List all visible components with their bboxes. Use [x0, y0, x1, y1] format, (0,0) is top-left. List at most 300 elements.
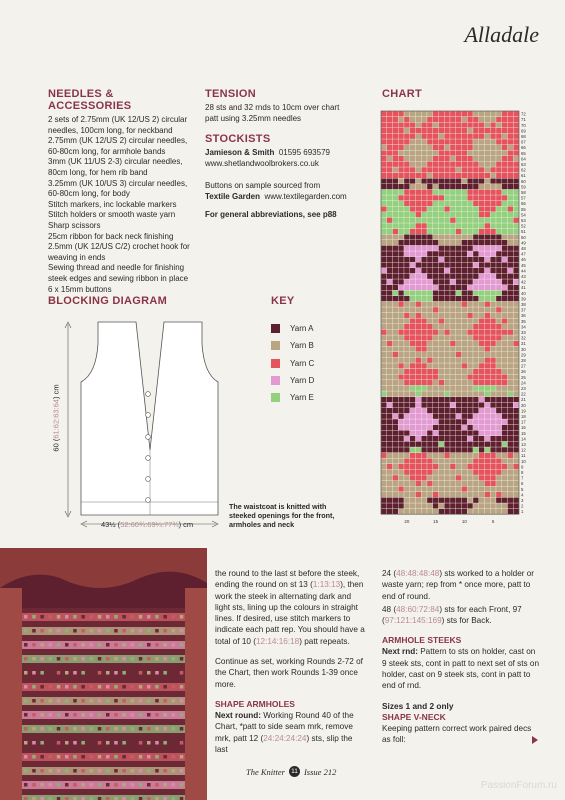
chart-cell: [456, 251, 462, 257]
chart-cell: [416, 324, 422, 330]
chart-cell: [381, 245, 387, 251]
chart-cell: [416, 341, 422, 347]
chart-cell: [427, 380, 433, 386]
chart-cell: [508, 268, 514, 274]
chart-cell: [393, 262, 399, 268]
chart-cell: [473, 251, 479, 257]
chart-cell: [496, 324, 502, 330]
chart-cell: [387, 156, 393, 162]
chart-cell: [496, 111, 502, 117]
chart-cell: [404, 128, 410, 134]
chart-cell: [496, 458, 502, 464]
chart-cell: [502, 475, 508, 481]
chart-cell: [398, 223, 404, 229]
chart-cell: [479, 245, 485, 251]
chart-cell: [404, 279, 410, 285]
chart-cell: [450, 441, 456, 447]
chart-cell: [485, 430, 491, 436]
chart-cell: [462, 402, 468, 408]
chart-cell: [462, 290, 468, 296]
chart-cell: [416, 268, 422, 274]
chart-cell: [404, 257, 410, 263]
chart-cell: [450, 240, 456, 246]
needle-item: 80cm long, for hem rib band: [48, 167, 148, 177]
chart-cell: [416, 139, 422, 145]
chart-cell: [502, 122, 508, 128]
chart-cell: [508, 111, 514, 117]
chart-cell: [462, 217, 468, 223]
chart-cell: [439, 251, 445, 257]
chart-cell: [439, 234, 445, 240]
chart-cell: [456, 273, 462, 279]
chart-cell: [490, 419, 496, 425]
chart-cell: [416, 240, 422, 246]
chart-cell: [398, 290, 404, 296]
chart-cell: [502, 458, 508, 464]
chart-cell: [439, 369, 445, 375]
chart-cell: [387, 279, 393, 285]
chart-cell: [381, 492, 387, 498]
chart-cell: [387, 497, 393, 503]
chart-cell: [479, 229, 485, 235]
chart-cell: [439, 245, 445, 251]
chart-cell: [398, 161, 404, 167]
chart-cell: [439, 380, 445, 386]
chart-cell: [456, 257, 462, 263]
chart-cell: [398, 464, 404, 470]
chart-cell: [404, 492, 410, 498]
chart-cell: [381, 111, 387, 117]
chart-cell: [421, 503, 427, 509]
chart-cell: [467, 150, 473, 156]
chart-cell: [444, 212, 450, 218]
chart-cell: [416, 195, 422, 201]
chart-cell: [513, 173, 519, 179]
chart-cell: [398, 240, 404, 246]
chart-cell: [393, 150, 399, 156]
chart-row-number: 56: [521, 201, 526, 207]
chart-cell: [485, 469, 491, 475]
chart-cell: [450, 385, 456, 391]
chart-cell: [416, 441, 422, 447]
chart-cell: [398, 156, 404, 162]
chart-cell: [456, 290, 462, 296]
chart-cell: [433, 469, 439, 475]
tension-line: 28 sts and 32 rnds to 10cm over chart: [205, 103, 340, 112]
chart-cell: [467, 206, 473, 212]
chart-cell: [393, 212, 399, 218]
chart-cell: [450, 229, 456, 235]
chart-cell: [421, 290, 427, 296]
chart-cell: [433, 464, 439, 470]
chart-cell: [467, 380, 473, 386]
chart-cell: [508, 184, 514, 190]
chart-cell: [381, 257, 387, 263]
chart-row-number: 43: [521, 274, 526, 279]
chart-cell: [513, 430, 519, 436]
chart-cell: [393, 296, 399, 302]
chart-cell: [496, 475, 502, 481]
chart-cell: [416, 285, 422, 291]
chart-row-number: 16: [521, 425, 526, 431]
chart-cell: [387, 324, 393, 330]
chart-cell: [513, 469, 519, 475]
chart-cell: [479, 464, 485, 470]
chart-cell: [479, 290, 485, 296]
chart-cell: [502, 453, 508, 459]
chart-cell: [393, 475, 399, 481]
chart-cell: [387, 346, 393, 352]
chart-cell: [421, 223, 427, 229]
chart-row-number: 34: [521, 324, 526, 330]
chart-cell: [410, 245, 416, 251]
chart-cell: [381, 313, 387, 319]
chart-cell: [450, 447, 456, 453]
chart-cell: [387, 195, 393, 201]
chart-cell: [485, 374, 491, 380]
chart-cell: [490, 447, 496, 453]
chart-cell: [410, 273, 416, 279]
chart-cell: [462, 167, 468, 173]
chart-cell: [387, 285, 393, 291]
chart-row-number: 63: [521, 162, 526, 167]
chart-cell: [508, 262, 514, 268]
chart-cell: [479, 262, 485, 268]
chart-cell: [479, 212, 485, 218]
chart-cell: [479, 469, 485, 475]
chart-cell: [398, 296, 404, 302]
chart-cell: [416, 229, 422, 235]
chart-cell: [456, 201, 462, 207]
chart-cell: [439, 486, 445, 492]
chart-cell: [473, 346, 479, 352]
chart-cell: [490, 145, 496, 151]
chart-cell: [490, 469, 496, 475]
chart-cell: [427, 313, 433, 319]
chart-row-number: 14: [521, 436, 526, 442]
chart-cell: [421, 324, 427, 330]
chart-cell: [496, 419, 502, 425]
chart-cell: [404, 408, 410, 414]
chart-cell: [416, 245, 422, 251]
chart-cell: [450, 234, 456, 240]
chart-cell: [416, 469, 422, 475]
chart-cell: [433, 341, 439, 347]
chart-cell: [467, 268, 473, 274]
chart-cell: [444, 363, 450, 369]
chart-cell: [513, 447, 519, 453]
chart-cell: [444, 458, 450, 464]
chart-cell: [416, 430, 422, 436]
chart-cell: [490, 273, 496, 279]
chart-cell: [444, 329, 450, 335]
chart-cell: [462, 184, 468, 190]
key-item: [271, 355, 314, 372]
chart-cell: [433, 178, 439, 184]
chart-cell: [404, 217, 410, 223]
chart-cell: [444, 257, 450, 263]
chart-cell: [439, 419, 445, 425]
chart-cell: [427, 290, 433, 296]
chart-cell: [381, 285, 387, 291]
chart-cell: [444, 167, 450, 173]
chart-cell: [479, 346, 485, 352]
chart-cell: [416, 167, 422, 173]
chart-cell: [393, 273, 399, 279]
chart-cell: [410, 430, 416, 436]
chart-cell: [439, 447, 445, 453]
chart-cell: [502, 262, 508, 268]
chart-cell: [513, 240, 519, 246]
chart-cell: [433, 441, 439, 447]
chart-cell: [490, 245, 496, 251]
chart-cell: [421, 245, 427, 251]
chart-cell: [479, 150, 485, 156]
chart-cell: [421, 346, 427, 352]
chart-cell: [439, 458, 445, 464]
chart-cell: [467, 229, 473, 235]
chart-cell: [508, 492, 514, 498]
chart-cell: [490, 458, 496, 464]
chart-cell: [450, 391, 456, 397]
chart-cell: [479, 296, 485, 302]
chart-cell: [439, 223, 445, 229]
chart-row-number: 54: [521, 212, 526, 218]
chart-cell: [496, 352, 502, 358]
chart-cell: [502, 329, 508, 335]
chart-cell: [467, 352, 473, 358]
needles-list: [48, 115, 198, 295]
chart-cell: [410, 458, 416, 464]
chart-cell: [450, 374, 456, 380]
height-dimension-label: 60 (61:62:63:64) cm: [51, 384, 61, 452]
chart-cell: [398, 178, 404, 184]
chart-cell: [462, 329, 468, 335]
chart-cell: [444, 385, 450, 391]
chart-cell: [513, 391, 519, 397]
chart-cell: [393, 234, 399, 240]
chart-cell: [381, 391, 387, 397]
chart-cell: [404, 117, 410, 123]
chart-cell: [508, 497, 514, 503]
chart-cell: [502, 419, 508, 425]
chart-cell: [508, 245, 514, 251]
chart-cell: [467, 156, 473, 162]
chart-cell: [387, 212, 393, 218]
chart-cell: [467, 117, 473, 123]
chart-cell: [427, 217, 433, 223]
chart-cell: [456, 335, 462, 341]
chart-cell: [508, 447, 514, 453]
chart-cell: [439, 307, 445, 313]
chart-cell: [490, 335, 496, 341]
chart-cell: [433, 223, 439, 229]
chart-cell: [398, 285, 404, 291]
chart-cell: [473, 425, 479, 431]
chart-cell: [462, 385, 468, 391]
chart-cell: [427, 397, 433, 403]
chart-cell: [502, 173, 508, 179]
chart-cell: [513, 313, 519, 319]
chart-cell: [485, 497, 491, 503]
chart-cell: [421, 447, 427, 453]
chart-row-number: 52: [521, 223, 526, 229]
chart-row-number: 46: [521, 257, 526, 263]
chart-cell: [444, 486, 450, 492]
chart-cell: [398, 128, 404, 134]
chart-cell: [404, 419, 410, 425]
chart-cell: [433, 357, 439, 363]
chart-cell: [450, 335, 456, 341]
chart-row-number: 11: [521, 453, 526, 459]
chart-cell: [473, 307, 479, 313]
chart-cell: [410, 436, 416, 442]
chart-cell: [387, 257, 393, 263]
chart-cell: [393, 503, 399, 509]
chart-cell: [421, 189, 427, 195]
chart-cell: [502, 189, 508, 195]
chart-cell: [404, 189, 410, 195]
continue-arrow-icon: [532, 736, 538, 744]
chart-cell: [456, 413, 462, 419]
chart-cell: [462, 145, 468, 151]
chart-cell: [381, 229, 387, 235]
chart-cell: [513, 397, 519, 403]
chart-cell: [502, 195, 508, 201]
col1-paragraph-2: Continue as set, working Rounds 2-72 of the Chart, then work Rounds 1-39 once more.: [215, 657, 363, 689]
chart-cell: [485, 301, 491, 307]
chart-row-number: 53: [521, 218, 526, 223]
chart-cell: [479, 251, 485, 257]
chart-cell: [381, 497, 387, 503]
instructions-column-2: [382, 568, 542, 755]
chart-cell: [473, 296, 479, 302]
chart-cell: [508, 335, 514, 341]
chart-row-number: 19: [521, 408, 526, 414]
chart-cell: [387, 441, 393, 447]
chart-cell: [444, 419, 450, 425]
chart-cell: [513, 441, 519, 447]
chart-cell: [485, 447, 491, 453]
chart-cell: [513, 503, 519, 509]
chart-cell: [513, 329, 519, 335]
chart-cell: [462, 212, 468, 218]
chart-cell: [387, 486, 393, 492]
shape-v-neck-heading: SHAPE V-NECK: [382, 711, 446, 722]
chart-row-number: 1: [521, 509, 524, 515]
chart-row-number: 9: [521, 464, 524, 470]
chart-cell: [496, 217, 502, 223]
chart-cell: [473, 117, 479, 123]
chart-cell: [421, 262, 427, 268]
tension-line: patt using 3.25mm needles: [205, 113, 302, 123]
chart-cell: [485, 436, 491, 442]
chart-cell: [398, 413, 404, 419]
chart-cell: [410, 509, 416, 515]
chart-cell: [404, 436, 410, 442]
chart-cell: [496, 150, 502, 156]
chart-cell: [467, 430, 473, 436]
chart-cell: [404, 122, 410, 128]
chart-cell: [381, 419, 387, 425]
chart-row-number: 39: [521, 296, 526, 302]
chart-cell: [496, 408, 502, 414]
chart-cell: [433, 481, 439, 487]
chart-cell: [404, 458, 410, 464]
chart-cell: [421, 313, 427, 319]
needles-heading: NEEDLES & ACCESSORIES: [48, 88, 132, 112]
chart-cell: [456, 206, 462, 212]
chart-cell: [513, 425, 519, 431]
chart-cell: [393, 117, 399, 123]
yarn-key: [271, 320, 314, 406]
chart-cell: [398, 363, 404, 369]
chart-cell: [398, 229, 404, 235]
chart-cell: [467, 111, 473, 117]
chart-cell: [427, 503, 433, 509]
chart-cell: [485, 341, 491, 347]
chart-cell: [473, 279, 479, 285]
chart-cell: [513, 335, 519, 341]
chart-cell: [456, 509, 462, 515]
chart-cell: [416, 475, 422, 481]
chart-cell: [485, 397, 491, 403]
chart-cell: [398, 173, 404, 179]
chart-cell: [444, 481, 450, 487]
chart-cell: [456, 245, 462, 251]
chart-cell: [502, 145, 508, 151]
chart-cell: [416, 290, 422, 296]
chart-cell: [513, 150, 519, 156]
stockist-web-link[interactable]: www.shetlandwoolbrokers.co.uk: [205, 158, 319, 168]
buttons-web-link[interactable]: www.textilegarden.com: [264, 191, 347, 201]
chart-cell: [462, 189, 468, 195]
chart-cell: [398, 380, 404, 386]
chart-cell: [427, 279, 433, 285]
chart-cell: [456, 363, 462, 369]
chart-cell: [381, 240, 387, 246]
chart-cell: [456, 195, 462, 201]
chart-row-number: 45: [521, 262, 526, 268]
chart-cell: [439, 453, 445, 459]
chart-cell: [427, 369, 433, 375]
chart-cell: [456, 441, 462, 447]
button-icon: [146, 456, 151, 461]
chart-cell: [410, 413, 416, 419]
chart-cell: [502, 212, 508, 218]
chart-cell: [456, 464, 462, 470]
chart-cell: [387, 509, 393, 515]
chart-cell: [490, 212, 496, 218]
chart-cell: [462, 156, 468, 162]
chart-cell: [467, 497, 473, 503]
chart-cell: [439, 318, 445, 324]
chart-cell: [479, 318, 485, 324]
chart-cell: [490, 257, 496, 263]
chart-cell: [427, 229, 433, 235]
chart-cell: [421, 402, 427, 408]
chart-cell: [496, 301, 502, 307]
chart-cell: [502, 234, 508, 240]
chart-cell: [416, 156, 422, 162]
chart-cell: [410, 408, 416, 414]
chart-cell: [427, 391, 433, 397]
chart-cell: [421, 122, 427, 128]
chart-cell: [467, 173, 473, 179]
chart-cell: [513, 346, 519, 352]
chart-cell: [473, 178, 479, 184]
chart-cell: [462, 464, 468, 470]
